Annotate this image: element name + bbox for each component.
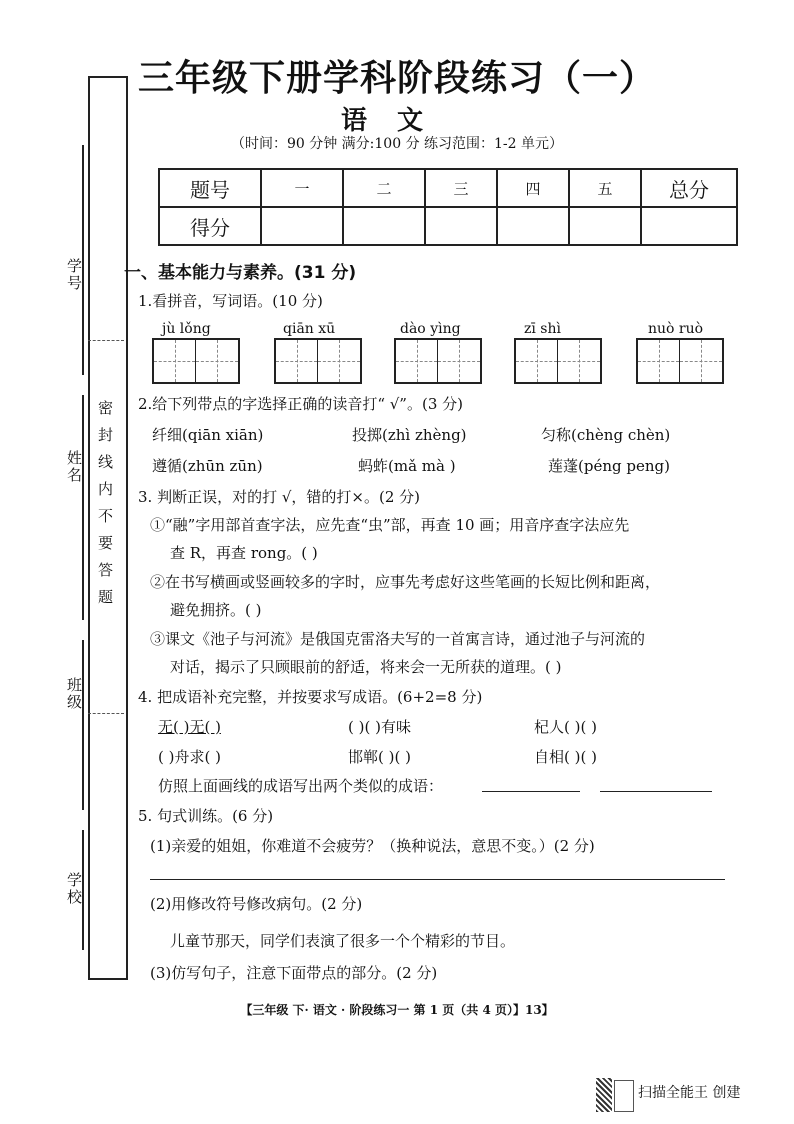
tian-cell[interactable] <box>438 340 480 382</box>
score-row-label: 得分 <box>159 207 261 245</box>
q4-idiom-1: 无( )无( ) <box>158 718 221 736</box>
q3-title: 3. 判断正误，对的打 √，错的打×。(2 分) <box>138 488 420 506</box>
side-line-name <box>82 395 84 620</box>
q1-pinyin-2: qiān xū <box>283 321 336 337</box>
q2-item-4: 遵循(zhūn zūn) <box>152 457 263 475</box>
q4-title: 4. 把成语补充完整，并按要求写成语。(6+2=8 分) <box>138 688 483 706</box>
q4-imitate-prompt: 仿照上面画线的成语写出两个类似的成语： <box>158 777 444 795</box>
q5-part-2-sentence: 儿童节那天，同学们表演了很多一个个精彩的节目。 <box>170 932 516 950</box>
writing-grid-2[interactable] <box>274 338 362 384</box>
score-header-cell: 五 <box>569 169 641 207</box>
q1-title: 1.看拼音，写词语。(10 分) <box>138 292 323 310</box>
q3-b-line2: 避免拥挤。( ) <box>170 601 262 619</box>
school-label: 学校 <box>65 872 83 906</box>
q2-item-1: 纤细(qiān xiān) <box>152 426 264 444</box>
q2-item-3: 匀称(chèng chèn) <box>541 426 671 444</box>
score-cell[interactable] <box>261 207 343 245</box>
q1-pinyin-5: nuò ruò <box>648 321 704 337</box>
score-header-cell: 二 <box>343 169 425 207</box>
scanner-watermark: 扫描全能王 创建 <box>638 1085 741 1101</box>
score-table-score-row <box>159 207 737 245</box>
score-header-cell: 一 <box>261 169 343 207</box>
score-table-header-row <box>159 169 737 207</box>
writing-grid-4[interactable] <box>514 338 602 384</box>
score-cell[interactable] <box>343 207 425 245</box>
page-title: 三年级下册学科阶段练习（一） <box>137 58 656 99</box>
writing-grid-5[interactable] <box>636 338 724 384</box>
q5-part-1-answer-line[interactable] <box>150 879 725 880</box>
seal-text: 密封线内不要答题 <box>96 400 114 616</box>
score-header-cell: 总分 <box>641 169 737 207</box>
q2-item-2: 投掷(zhì zhèng) <box>352 426 467 444</box>
q2-item-5: 蚂蚱(mǎ mà ) <box>358 457 456 475</box>
q1-pinyin-3: dào yìng <box>400 321 461 337</box>
q5-part-3: (3)仿写句子，注意下面带点的部分。(2 分) <box>150 964 438 982</box>
tian-cell[interactable] <box>558 340 600 382</box>
score-table <box>158 168 738 246</box>
q4-idiom-3: 杞人( )( ) <box>534 718 597 736</box>
q1-pinyin-1: jù lǒng <box>162 321 211 337</box>
q5-title: 5. 句式训练。(6 分) <box>138 807 274 825</box>
section-1-title: 一、基本能力与素养。(31 分) <box>124 263 357 283</box>
q4-idiom-5: 邯郸( )( ) <box>348 748 411 766</box>
name-label: 姓名 <box>65 450 83 484</box>
q5-part-1: (1)亲爱的姐姐，你难道不会疲劳？（换种说法，意思不变。）(2 分) <box>150 837 595 855</box>
score-cell[interactable] <box>641 207 737 245</box>
camscanner-logo-icon <box>614 1080 634 1112</box>
tian-cell[interactable] <box>680 340 722 382</box>
q3-c-line1: ③课文《池子与河流》是俄国克雷洛夫写的一首寓言诗，通过池子与河流的 <box>150 630 646 648</box>
side-line-class <box>82 640 84 810</box>
tian-cell[interactable] <box>516 340 558 382</box>
student-id-label: 学号 <box>65 258 83 292</box>
class-label: 班级 <box>65 677 83 711</box>
tian-cell[interactable] <box>318 340 360 382</box>
q4-answer-blank-2[interactable] <box>600 791 712 792</box>
score-header-cell: 三 <box>425 169 497 207</box>
score-cell[interactable] <box>425 207 497 245</box>
score-cell[interactable] <box>569 207 641 245</box>
tian-cell[interactable] <box>638 340 680 382</box>
qr-code-icon <box>596 1078 612 1112</box>
page-footer: 【三年级 下· 语文 · 阶段练习一 第 1 页（共 4 页）】13】 <box>240 1003 554 1017</box>
q5-part-2: (2)用修改符号修改病句。(2 分) <box>150 895 363 913</box>
q3-b-line1: ②在书写横画或竖画较多的字时，应事先考虑好这些笔画的长短比例和距离， <box>150 573 661 591</box>
tian-cell[interactable] <box>154 340 196 382</box>
q4-idiom-4: ( )舟求( ) <box>158 748 221 766</box>
subject-title: 语文 <box>340 106 453 136</box>
q4-answer-blank-1[interactable] <box>482 791 580 792</box>
q3-a-line1: ①“融”字用部首查字法，应先查“虫”部，再查 10 画；用音序查字法应先 <box>150 516 630 534</box>
q3-c-line2: 对话，揭示了只顾眼前的舒适，将来会一无所获的道理。( ) <box>170 658 562 676</box>
tian-cell[interactable] <box>276 340 318 382</box>
q2-item-6: 莲蓬(péng peng) <box>548 457 670 475</box>
score-cell[interactable] <box>497 207 569 245</box>
exam-info: （时间：90 分钟 满分:100 分 练习范围：1-2 单元） <box>230 136 564 152</box>
tian-cell[interactable] <box>396 340 438 382</box>
q1-pinyin-4: zī shì <box>524 321 561 337</box>
tian-cell[interactable] <box>196 340 238 382</box>
q4-idiom-2: ( )( )有味 <box>348 718 411 736</box>
writing-grid-1[interactable] <box>152 338 240 384</box>
q4-idiom-6: 自相( )( ) <box>534 748 597 766</box>
score-header-cell: 四 <box>497 169 569 207</box>
score-header-cell: 题号 <box>159 169 261 207</box>
q2-title: 2.给下列带点的字选择正确的读音打“ √”。(3 分) <box>138 395 463 413</box>
writing-grid-3[interactable] <box>394 338 482 384</box>
q3-a-line2: 查 R，再查 rong。( ) <box>170 544 318 562</box>
